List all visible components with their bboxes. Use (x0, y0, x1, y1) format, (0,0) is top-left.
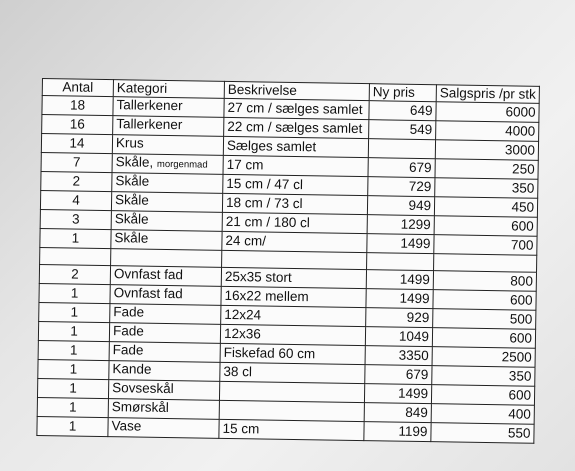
cell-antal (40, 247, 111, 265)
header-beskrivelse: Beskrivelse (224, 81, 369, 100)
cell-ny-pris: 929 (366, 308, 433, 328)
cell-beskrivelse: 12x36 (220, 324, 365, 345)
cell-antal: 1 (39, 302, 110, 322)
cell-antal: 7 (41, 152, 112, 172)
cell-salgspris: 500 (433, 309, 536, 330)
cell-ny-pris: 849 (364, 403, 431, 423)
kategori-text: Krus (115, 135, 144, 151)
cell-antal: 18 (42, 96, 113, 116)
kategori-text: Kande (112, 361, 152, 377)
cell-beskrivelse: 22 cm / sælges samlet (224, 117, 369, 138)
cell-beskrivelse: 16x22 mellem (221, 286, 366, 307)
cell-ny-pris: 679 (368, 158, 435, 178)
kategori-text: Sovseskål (112, 380, 174, 397)
cell-beskrivelse: 27 cm / sælges samlet (224, 98, 369, 119)
kategori-text: Skåle (114, 230, 149, 246)
cell-salgspris: 6000 (436, 102, 539, 123)
cell-antal: 4 (40, 190, 111, 210)
cell-kategori (111, 249, 222, 268)
cell-kategori (108, 399, 219, 420)
cell-salgspris: 800 (433, 271, 536, 292)
cell-salgspris: 350 (435, 178, 538, 199)
cell-salgspris: 3000 (435, 140, 538, 161)
cell-beskrivelse: 24 cm/ (222, 231, 367, 252)
cell-beskrivelse: 15 cm (219, 419, 364, 440)
cell-kategori (112, 154, 223, 175)
kategori-text: Fade (112, 323, 144, 339)
kategori-text: Fade (113, 304, 145, 320)
cell-kategori (111, 230, 222, 251)
kategori-text: Ovnfast fad (113, 285, 183, 302)
kategori-text: Tallerkener (116, 116, 183, 133)
cell-ny-pris: 1199 (364, 422, 431, 442)
cell-ny-pris: 729 (368, 177, 435, 197)
cell-ny-pris (367, 253, 434, 271)
kategori-text: Fade (112, 342, 144, 358)
cell-ny-pris: 1299 (367, 215, 434, 235)
cell-kategori (111, 192, 222, 213)
cell-kategori (112, 135, 223, 156)
cell-ny-pris: 1049 (365, 327, 432, 347)
cell-antal: 1 (37, 378, 108, 398)
cell-antal: 2 (39, 264, 110, 284)
cell-beskrivelse: 12x24 (221, 305, 366, 326)
cell-beskrivelse: 18 cm / 73 cl (222, 193, 367, 214)
cell-beskrivelse (219, 400, 364, 421)
kategori-text: Ovnfast fad (113, 266, 184, 283)
cell-beskrivelse: Fiskefad 60 cm (220, 343, 365, 364)
cell-beskrivelse (219, 381, 364, 402)
cell-antal: 1 (38, 321, 109, 341)
cell-salgspris: 450 (434, 197, 537, 218)
cell-kategori (109, 323, 220, 344)
cell-salgspris: 4000 (436, 121, 539, 142)
kategori-text: Skåle (115, 173, 150, 189)
cell-antal: 16 (42, 115, 113, 135)
header-kategori: Kategori (113, 80, 224, 99)
cell-antal: 1 (37, 397, 108, 417)
header-antal: Antal (42, 79, 113, 97)
kategori-text: Vase (111, 418, 142, 434)
cell-salgspris (434, 254, 537, 273)
kategori-text: Skåle (114, 211, 149, 227)
price-table-wrapper (36, 78, 540, 444)
cell-beskrivelse: 38 cl (220, 362, 365, 383)
cell-salgspris: 600 (432, 328, 535, 349)
cell-salgspris: 600 (434, 216, 537, 237)
cell-ny-pris: 1499 (364, 384, 431, 404)
cell-salgspris: 600 (431, 385, 534, 406)
cell-kategori (113, 97, 224, 118)
cell-kategori (112, 173, 223, 194)
cell-ny-pris: 3350 (365, 346, 432, 366)
cell-antal: 2 (41, 171, 112, 191)
cell-kategori (109, 342, 220, 363)
cell-kategori (110, 285, 221, 306)
kategori-text: Smørskål (111, 399, 169, 416)
cell-beskrivelse: 21 cm / 180 cl (222, 212, 367, 233)
cell-antal: 1 (40, 228, 111, 248)
header-salgspris: Salgspris /pr stk (436, 85, 539, 104)
cell-ny-pris: 549 (369, 120, 436, 140)
header-ny-pris: Ny pris (369, 84, 436, 102)
cell-salgspris: 350 (432, 366, 535, 387)
cell-ny-pris: 679 (365, 365, 432, 385)
cell-antal: 3 (40, 209, 111, 229)
cell-kategori (110, 304, 221, 325)
cell-salgspris: 2500 (432, 347, 535, 368)
cell-ny-pris: 649 (369, 101, 436, 121)
cell-kategori (109, 361, 220, 382)
kategori-text: Skåle (114, 192, 149, 208)
cell-beskrivelse: 25x35 stort (221, 267, 366, 288)
cell-antal: 1 (38, 340, 109, 360)
cell-antal: 1 (37, 416, 108, 436)
cell-ny-pris: 1499 (366, 270, 433, 290)
cell-salgspris: 550 (431, 423, 534, 444)
cell-salgspris: 600 (433, 290, 536, 311)
cell-salgspris: 400 (431, 404, 534, 425)
cell-kategori (108, 418, 219, 439)
cell-beskrivelse: 17 cm (223, 155, 368, 176)
cell-kategori (110, 266, 221, 287)
cell-beskrivelse: Sælges samlet (223, 136, 368, 157)
cell-antal: 1 (39, 283, 110, 303)
kategori-text: Skåle, (115, 154, 154, 170)
cell-antal: 14 (41, 134, 112, 154)
price-table (36, 78, 540, 444)
cell-salgspris: 250 (435, 159, 538, 180)
cell-ny-pris: 1499 (366, 289, 433, 309)
table-body (37, 96, 539, 444)
kategori-subtext: morgenmad (156, 158, 208, 171)
cell-kategori (108, 380, 219, 401)
cell-kategori (111, 211, 222, 232)
cell-antal: 1 (38, 359, 109, 379)
cell-kategori (113, 116, 224, 137)
cell-salgspris: 700 (434, 235, 537, 256)
cell-ny-pris: 949 (367, 196, 434, 216)
cell-beskrivelse: 15 cm / 47 cl (223, 174, 368, 195)
kategori-text: Tallerkener (116, 97, 183, 114)
cell-ny-pris: 1499 (367, 234, 434, 254)
cell-ny-pris (368, 139, 435, 159)
